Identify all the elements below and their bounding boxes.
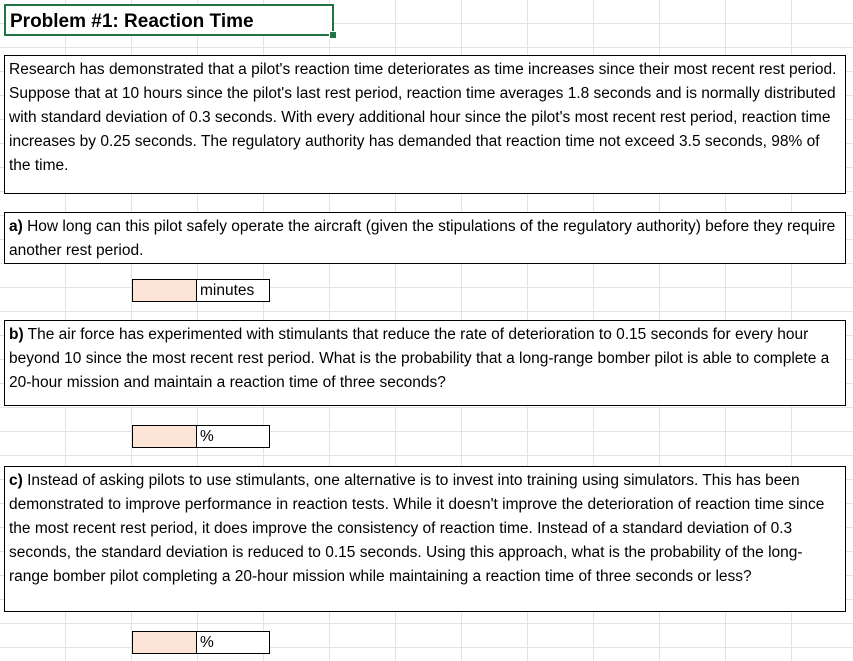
part-a-answer	[132, 279, 270, 302]
part-b-answer	[132, 425, 270, 448]
part-b-question: The air force has experimented with stimulants that reduce the rate of deterioration to 0.15 seconds for every hour beyond 10 since the most recent rest period. What is the probability that a long-range bomber pilot is able to complete a 20-hour mission and maintain a reaction time of three seconds?	[9, 326, 830, 391]
part-b-text-box	[4, 320, 846, 406]
part-b-unit: %	[196, 425, 270, 448]
part-a-unit: minutes	[196, 279, 270, 302]
problem-title-cell[interactable]	[4, 4, 334, 36]
part-c-label: c)	[9, 472, 23, 489]
part-b-label: b)	[9, 326, 24, 343]
fill-handle[interactable]	[329, 31, 337, 39]
part-a-label: a)	[9, 218, 23, 235]
problem-title: Problem #1: Reaction Time	[10, 11, 254, 32]
part-c-unit: %	[196, 631, 270, 654]
part-b-answer-input[interactable]	[132, 425, 196, 448]
part-a-answer-input[interactable]	[132, 279, 196, 302]
part-c-text-box	[4, 466, 846, 612]
intro-text: Research has demonstrated that a pilot's reaction time deteriorates as time increases since their most recent rest period. Suppose that at 10 hours since the pilot's last rest period, reaction time averages 1.8 seconds and is normally distributed with standard deviation of 0.3 seconds. With every additional hour since the pilot's most recent rest period, reaction time increases by 0.25 seconds. The regulatory authority has demanded that reaction time not exceed 3.5 seconds, 98% of the time.	[9, 61, 837, 174]
part-c-answer	[132, 631, 270, 654]
part-a-text-box	[4, 212, 846, 264]
intro-text-box	[4, 55, 846, 194]
part-a-question: How long can this pilot safely operate the aircraft (given the stipulations of the regulatory authority) before they require another rest period.	[9, 218, 836, 259]
part-c-answer-input[interactable]	[132, 631, 196, 654]
part-c-question: Instead of asking pilots to use stimulants, one alternative is to invest into training using simulators. This has been demonstrated to improve performance in reaction tests. While it doesn't improve the deterioration of reaction time since the most recent rest period, it does improve the consistency of reaction time. Instead of a standard deviation of 0.3 seconds, the standard deviation is reduced to 0.15 seconds. Using this approach, what is the probability of the long-range bomber pilot completing a 20-hour mission while maintaining a reaction time of three seconds or less?	[9, 472, 825, 585]
